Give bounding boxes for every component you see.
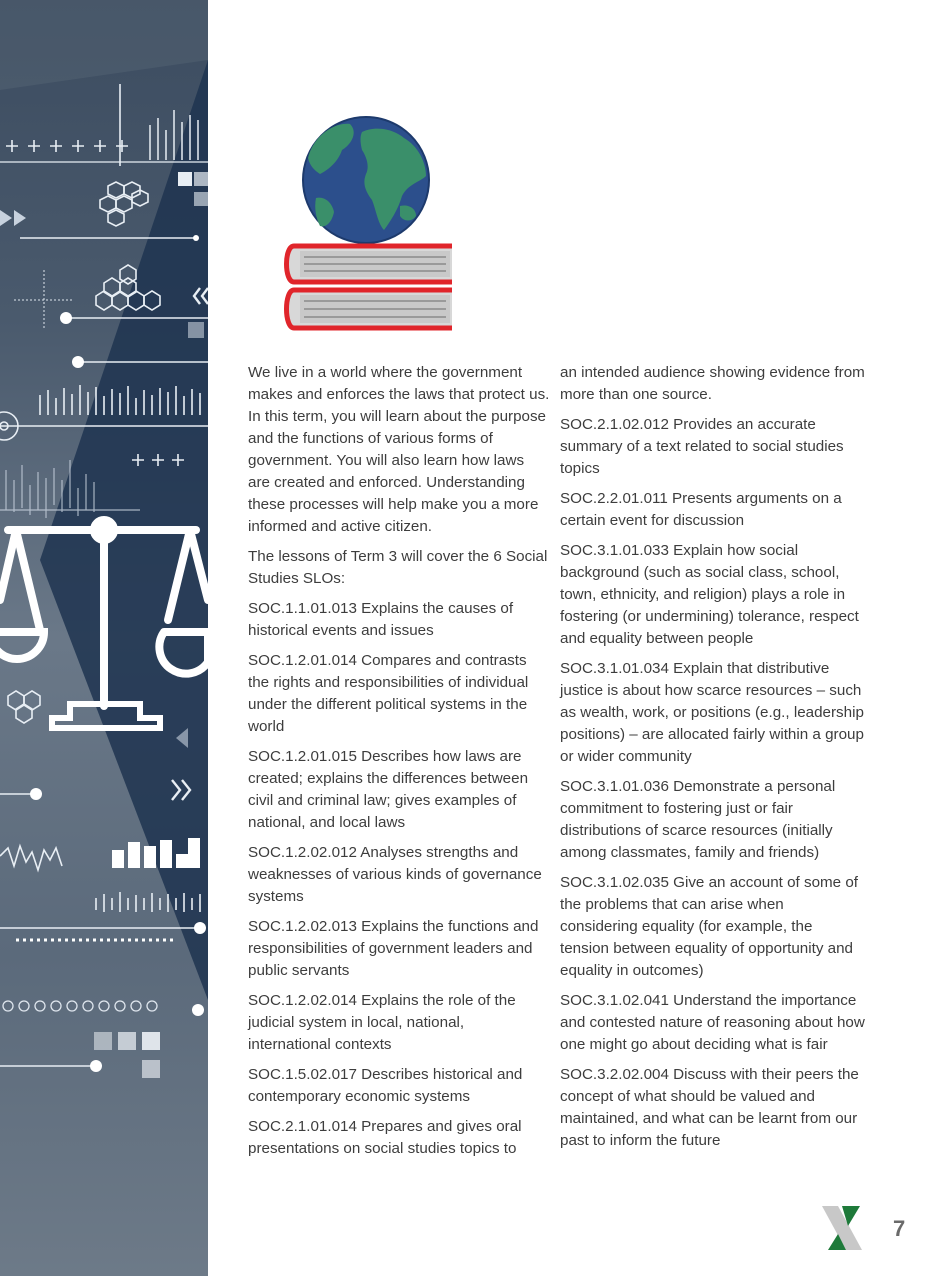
text-column-right bbox=[560, 362, 865, 1160]
slo-item: SOC.3.1.01.034 Explain that distributive justice is about how scarce resources – such as wealth, work, or positions (e.g., leadership positions) – are allocated fairly within a group or wider community bbox=[560, 660, 864, 765]
slo-item: SOC.1.2.02.013 Explains the functions and responsibilities of government leaders and public servants bbox=[248, 918, 539, 979]
intro-paragraph: We live in a world where the government makes and enforces the laws that protect us. In this term, you will learn about the purpose and the functions of various forms of government. You will also learn how laws are created and enforced. Understanding these processes will help make you a more informed and active citizen. bbox=[248, 364, 550, 535]
slo-item: SOC.1.5.02.017 Describes historical and contemporary economic systems bbox=[248, 1066, 523, 1105]
slo-item: SOC.2.1.01.014 Prepares and gives oral presentations on social studies topics to bbox=[248, 1118, 522, 1157]
logo-icon bbox=[820, 1204, 864, 1252]
sidebar-graphics bbox=[0, 0, 208, 1276]
slo-item: SOC.1.2.01.014 Compares and contrasts the rights and responsibilities of individual under the different political systems in the world bbox=[248, 652, 529, 735]
slo-intro: The lessons of Term 3 will cover the 6 Social Studies SLOs: bbox=[248, 548, 548, 587]
slo-item: SOC.2.2.01.011 Presents arguments on a certain event for discussion bbox=[560, 490, 842, 529]
decorative-sidebar bbox=[0, 0, 208, 1276]
books-icon bbox=[287, 246, 453, 328]
slo-item-continued: an intended audience showing evidence from more than one source. bbox=[560, 364, 865, 403]
slo-item: SOC.2.1.02.012 Provides an accurate summary of a text related to social studies topics bbox=[560, 416, 844, 477]
slo-item: SOC.1.1.01.013 Explains the causes of historical events and issues bbox=[248, 600, 514, 639]
slo-item: SOC.1.2.01.015 Describes how laws are created; explains the differences between civil and criminal law; gives examples of national, and local laws bbox=[248, 748, 529, 831]
slo-item: SOC.3.1.02.041 Understand the importance and contested nature of reasoning about how one might go about deciding what is fair bbox=[560, 992, 865, 1053]
slo-item: SOC.3.1.01.036 Demonstrate a personal commitment to fostering just or fair distributions of scarce resources (initially among classmates, family and friends) bbox=[560, 778, 836, 861]
globe-on-books-illustration bbox=[280, 110, 460, 340]
slo-item: SOC.3.2.02.004 Discuss with their peers the concept of what should be valued and maintained, and what can be learnt from our past to inform the future bbox=[560, 1066, 859, 1149]
slo-item: SOC.3.1.02.035 Give an account of some of the problems that can arise when considering equality (for example, the tension between equality of opportunity and equality in outcomes) bbox=[560, 874, 859, 979]
slo-item: SOC.3.1.01.033 Explain how social background (such as social class, school, town, ethnicity, and religion) plays a role in fostering (or undermining) tolerance, respect and equality between people bbox=[560, 542, 859, 647]
page-number: 7 bbox=[893, 1216, 906, 1241]
slo-item: SOC.1.2.02.012 Analyses strengths and weaknesses of various kinds of governance systems bbox=[248, 844, 542, 905]
text-column-left bbox=[248, 362, 550, 1168]
globe-icon bbox=[303, 117, 429, 243]
slo-item: SOC.1.2.02.014 Explains the role of the judicial system in local, national, international contexts bbox=[248, 992, 516, 1053]
